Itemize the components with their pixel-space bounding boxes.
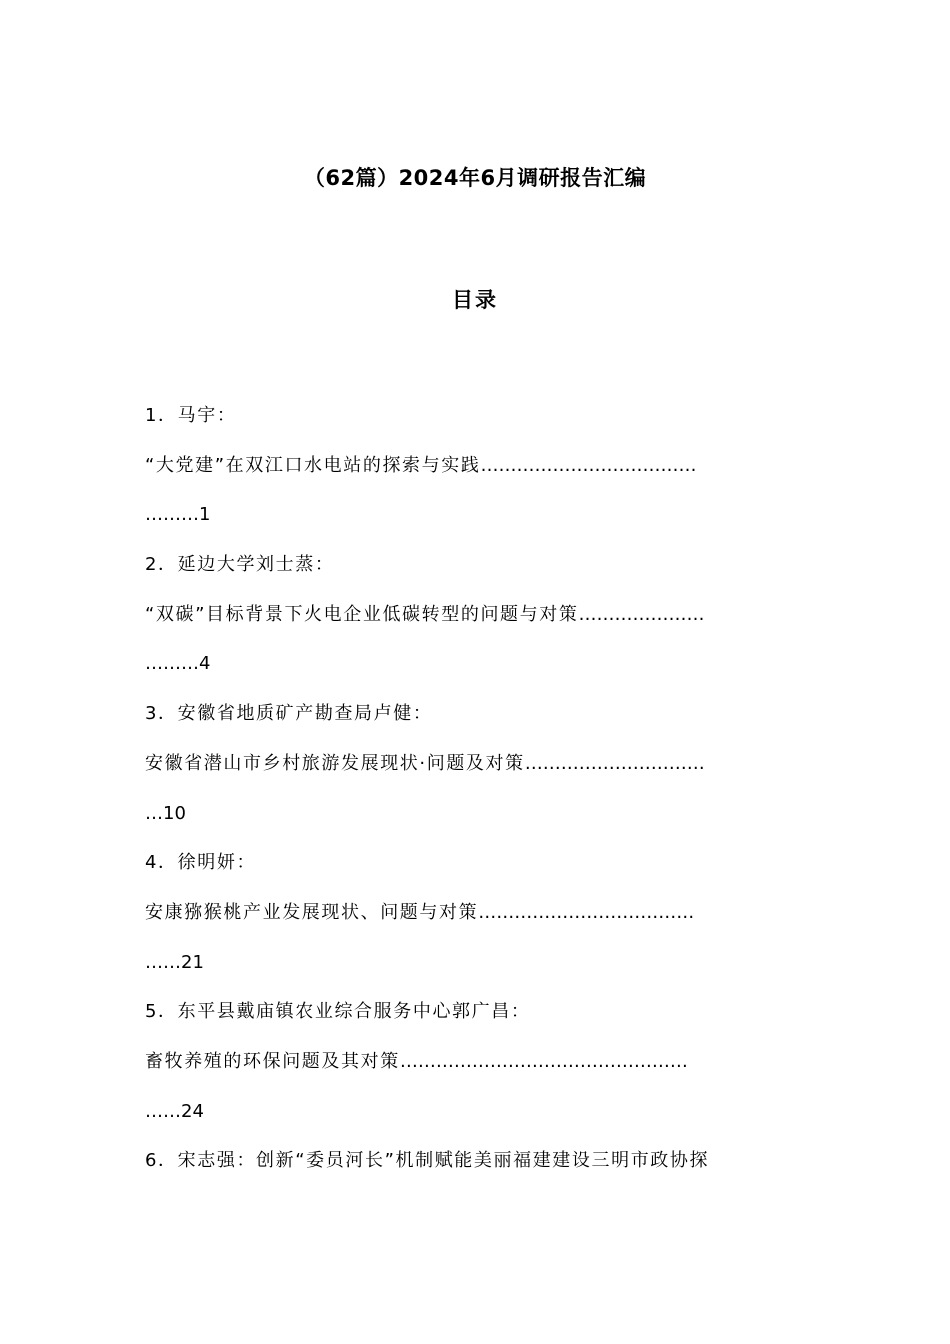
- toc-leader-dots: ………: [145, 504, 199, 526]
- toc-heading: 目录: [452, 288, 498, 312]
- toc-leader-dots: ………………………………: [480, 454, 697, 476]
- toc-leader-dots: ……: [145, 951, 181, 973]
- toc-entry-title: “双碳”目标背景下火电企业低碳转型的问题与对策: [145, 603, 579, 625]
- toc-entry-title: 安徽省潜山市乡村旅游发展现状·问题及对策: [145, 752, 525, 774]
- toc-entry-title-line[interactable]: [145, 893, 805, 943]
- toc-leader-dots: …………………………: [524, 752, 705, 774]
- toc-entry-title: “大党建”在双江口水电站的探索与实践: [145, 454, 481, 476]
- toc-entry-page-line: [145, 943, 805, 993]
- toc-entry-title: 安康猕猴桃产业发展现状、问题与对策: [145, 901, 479, 923]
- toc-entry-title-line[interactable]: [145, 744, 805, 794]
- toc-entry-heading: 4．徐明妍：: [145, 852, 257, 874]
- table-of-contents: [145, 396, 805, 1191]
- toc-leader-dots: ………: [145, 653, 199, 675]
- document-title: （62篇）2024年6月调研报告汇编: [303, 166, 647, 190]
- toc-page-number: 21: [181, 951, 204, 973]
- toc-entry-title-line[interactable]: [145, 1042, 805, 1092]
- toc-leader-dots: …: [145, 802, 163, 824]
- toc-entry-page-line: [145, 495, 805, 545]
- toc-entry-heading: 5．东平县戴庙镇农业综合服务中心郭广昌：: [145, 1001, 531, 1023]
- toc-leader-dots: ………………………………: [478, 901, 695, 923]
- toc-entry-page-line: [145, 1092, 805, 1142]
- toc-page-number: 4: [199, 653, 211, 675]
- toc-leader-dots: ……: [145, 1100, 181, 1122]
- toc-entry-title-line[interactable]: [145, 446, 805, 496]
- toc-entry-heading: 6．宋志强：创新“委员河长”机制赋能美丽福建建设三明市政协探: [145, 1150, 710, 1172]
- toc-entry-page-line: [145, 644, 805, 694]
- toc-page-number: 10: [163, 802, 186, 824]
- toc-entry-heading: 1．马宇：: [145, 405, 237, 426]
- toc-entry-title-line[interactable]: [145, 595, 805, 645]
- toc-page-number: 24: [181, 1100, 204, 1122]
- toc-page-number: 1: [199, 504, 211, 526]
- toc-entry-heading: 3．安徽省地质矿产勘查局卢健：: [145, 703, 433, 725]
- toc-entry-page-line: [145, 794, 805, 844]
- toc-leader-dots: …………………………………………: [399, 1050, 688, 1072]
- toc-leader-dots: …………………: [578, 603, 705, 625]
- toc-entry-title: 畜牧养殖的环保问题及其对策: [145, 1050, 400, 1072]
- toc-entry-heading: 2．延边大学刘士蒸：: [145, 554, 335, 576]
